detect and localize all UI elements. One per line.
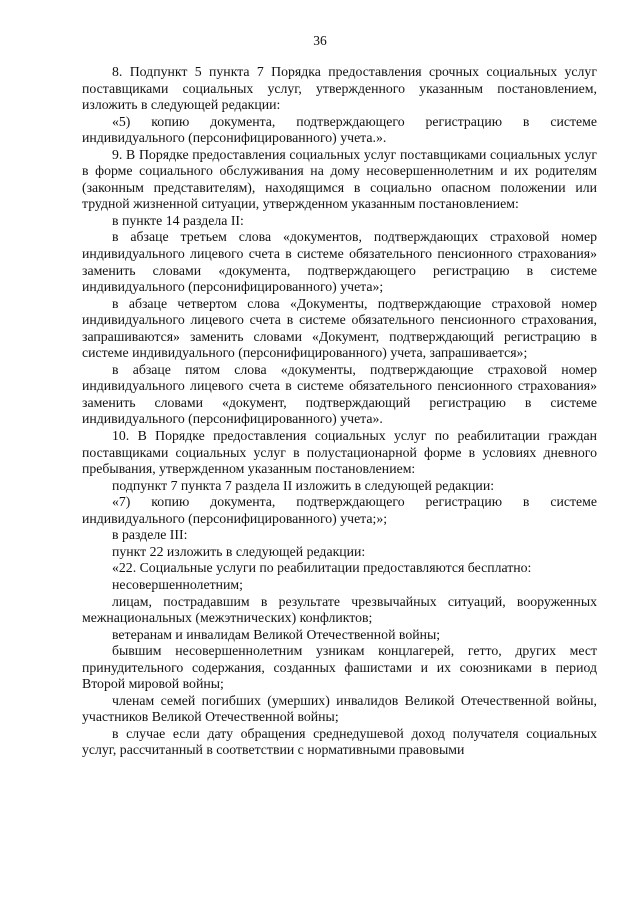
- paragraph-quote-subpoint-7: «7) копию документа, подтверждающего регистрацию в системе индивидуального (персонифицированного) учета;»;: [82, 494, 597, 526]
- paragraph-quote-point-22: «22. Социальные услуги по реабилитации предоставляются бесплатно:: [112, 560, 532, 576]
- paragraph-point-14: в пункте 14 раздела II:: [112, 212, 244, 228]
- paragraph-section-3: в разделе III:: [112, 527, 188, 543]
- list-item-veterans: ветеранам и инвалидам Великой Отечественной войны;: [112, 626, 441, 642]
- list-item-family-members: членам семей погибших (умерших) инвалидов Великой Отечественной войны, участников Великой Отечественной войны;: [82, 692, 597, 725]
- paragraph-item-10: 10. В Порядке предоставления социальных услуг по реабилитации граждан поставщиками социальных услуг в полустационарной форме в условиях дневного пребывания, утвержденном указанным постановлением:: [82, 428, 597, 477]
- list-item-former-prisoners: бывшим несовершеннолетним узникам концлагерей, гетто, других мест принудительного содержания, созданных фашистами и их союзниками в период Второй мировой войны;: [82, 643, 597, 692]
- document-body: [82, 64, 597, 759]
- list-item-income-case: в случае если дату обращения среднедушевой доход получателя социальных услуг, рассчитанный в соответствии с нормативными правовыми: [82, 725, 597, 758]
- paragraph-abzac-4: в абзаце четвертом слова «Документы, подтверждающие страховой номер индивидуального лицевого счета в системе обязательного пенсионного страхования, запрашиваются» заменить словами «Документ, подтверждающий регистрацию в системе индивидуального (персонифицированного) учета, запрашивается»;: [82, 295, 597, 361]
- paragraph-subpoint-7: подпункт 7 пункта 7 раздела II изложить в следующей редакции:: [112, 477, 495, 493]
- paragraph-abzac-3: в абзаце третьем слова «документов, подтверждающих страховой номер индивидуального лицевого счета в системе обязательного пенсионного страхования» заменить словами «документа, подтверждающего регистрацию в системе индивидуального (персонифицированного) учета»;: [82, 229, 597, 295]
- list-item-emergency-victims: лицам, пострадавшим в результате чрезвычайных ситуаций, вооруженных межнациональных (межэтнических) конфликтов;: [82, 593, 597, 626]
- paragraph-point-22: пункт 22 изложить в следующей редакции:: [112, 543, 366, 559]
- paragraph-quote-subpoint-5: «5) копию документа, подтверждающего регистрацию в системе индивидуального (персонифицированного) учета.».: [82, 113, 597, 146]
- paragraph-abzac-5: в абзаце пятом слова «документы, подтверждающие страховой номер индивидуального лицевого счета в системе обязательного пенсионного страхования» заменить словами «документ, подтверждающий регистрацию в системе индивидуального (персонифицированного) учета».: [82, 361, 597, 427]
- paragraph-item-8: 8. Подпункт 5 пункта 7 Порядка предоставления срочных социальных услуг поставщиками социальных услуг, утвержденного указанным постановлением, изложить в следующей редакции:: [82, 64, 597, 113]
- list-item-minors: несовершеннолетним;: [112, 576, 243, 592]
- page-number: 36: [313, 33, 327, 48]
- paragraph-item-9: 9. В Порядке предоставления социальных услуг поставщиками социальных услуг в форме социального обслуживания на дому несовершеннолетним и их родителям (законным представителям), находящимся в социально опасном положении или трудной жизненной ситуации, утвержденном указанным постановлением:: [82, 146, 597, 212]
